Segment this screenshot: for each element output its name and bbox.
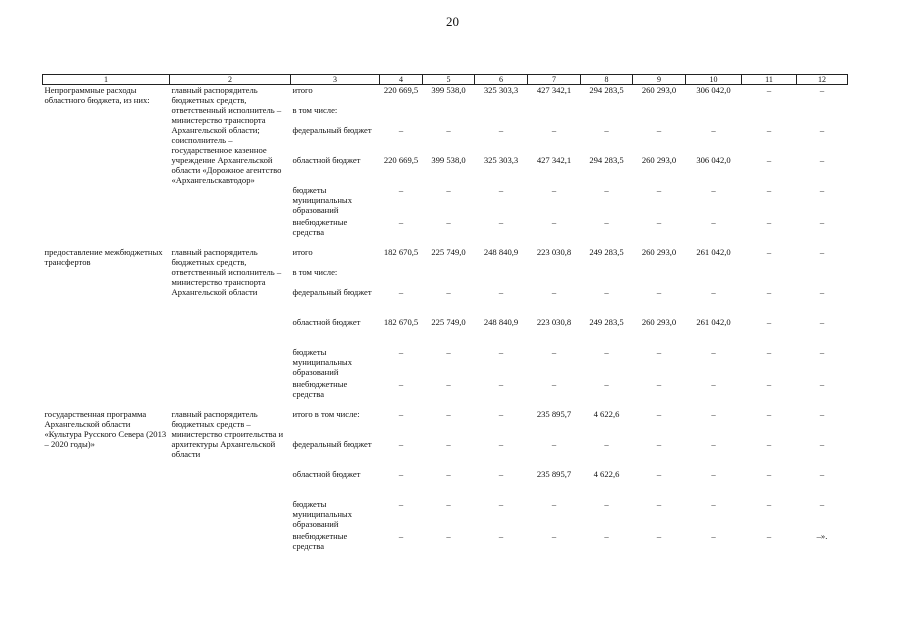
value-cell: –: [604, 347, 609, 357]
value-cell: [528, 105, 581, 125]
column-header: 6: [475, 75, 528, 85]
funding-source-label: областной бюджет: [292, 155, 361, 165]
value-cell: –: [766, 287, 772, 297]
funding-source-label: федеральный бюджет: [292, 439, 372, 449]
value-cell: –: [711, 217, 716, 227]
value-cell: 306 042,0: [696, 155, 731, 165]
value-cell: –: [819, 409, 825, 419]
value-cell: 261 042,0: [696, 317, 731, 327]
value-cell: –: [604, 439, 609, 449]
value-cell: –: [766, 531, 772, 541]
value-cell: –: [766, 155, 772, 165]
value-cell: –: [656, 287, 662, 297]
value-cell: –: [446, 379, 451, 389]
value-cell: –: [604, 379, 609, 389]
value-cell: [742, 105, 797, 125]
value-cell: –: [819, 247, 825, 257]
value-cell: 294 283,5: [589, 85, 624, 95]
value-cell: [528, 267, 581, 287]
value-cell: –: [711, 531, 716, 541]
value-cell: [797, 105, 848, 125]
page-number: 20: [446, 14, 459, 29]
value-cell: [686, 267, 742, 287]
value-cell: –: [766, 439, 772, 449]
value-cell: –: [766, 409, 772, 419]
value-cell: 4 622,6: [593, 469, 620, 479]
column-header: 10: [686, 75, 742, 85]
value-cell: –: [446, 347, 451, 357]
value-cell: –: [819, 469, 825, 479]
value-cell: –: [656, 347, 662, 357]
value-cell: –: [446, 499, 451, 509]
value-cell: [633, 267, 686, 287]
value-cell: –: [498, 347, 504, 357]
column-header: 1: [43, 75, 170, 85]
value-cell: 248 840,9: [483, 247, 519, 257]
value-cell: –: [398, 499, 404, 509]
responsible-party: главный распорядитель бюджетных средств, ответственный исполнитель – министерство транспорта Архангельской области: [171, 247, 282, 297]
value-cell: –: [819, 499, 825, 509]
value-cell: –: [656, 185, 662, 195]
value-cell: [475, 105, 528, 125]
expense-item-name: Непрограммные расходы областного бюджета, из них:: [44, 85, 150, 105]
expense-item-name: предоставление межбюджетных трансфертов: [44, 247, 163, 267]
column-header: 12: [797, 75, 848, 85]
value-cell: 4 622,6: [593, 409, 620, 419]
value-cell: 261 042,0: [696, 247, 731, 257]
value-cell: –: [656, 217, 662, 227]
value-cell: 223 030,8: [536, 317, 572, 327]
value-cell: –: [656, 409, 662, 419]
value-cell: [633, 105, 686, 125]
budget-table: [42, 74, 848, 561]
value-cell: –: [656, 531, 662, 541]
column-header: 4: [380, 75, 423, 85]
value-cell: [581, 267, 633, 287]
value-cell: –: [819, 379, 825, 389]
value-cell: –: [604, 217, 609, 227]
value-cell: –: [604, 185, 609, 195]
funding-source-label: областной бюджет: [292, 317, 361, 327]
value-cell: –: [604, 125, 609, 135]
value-cell: –: [551, 125, 557, 135]
value-cell: –: [398, 287, 404, 297]
value-cell: –: [711, 409, 716, 419]
value-cell: –: [498, 469, 504, 479]
value-cell: –: [446, 531, 451, 541]
value-cell: –: [766, 469, 772, 479]
value-cell: –: [604, 499, 609, 509]
value-cell: –: [766, 347, 772, 357]
value-cell: –: [446, 125, 451, 135]
value-cell: –: [498, 409, 504, 419]
value-cell: –: [398, 531, 404, 541]
value-cell: –: [498, 439, 504, 449]
value-cell: 399 538,0: [431, 85, 466, 95]
value-cell: –: [551, 347, 557, 357]
column-header: 11: [742, 75, 797, 85]
value-cell: [423, 267, 475, 287]
value-cell: –: [819, 155, 825, 165]
responsible-party: главный распорядитель бюджетных средств – министерство строительства и архитектуры Архангельской области: [171, 409, 284, 459]
value-cell: 182 670,5: [383, 247, 419, 257]
value-cell: [380, 105, 423, 125]
value-cell: –: [766, 317, 772, 327]
value-cell: –: [446, 287, 451, 297]
value-cell: –: [819, 185, 825, 195]
column-header: 2: [170, 75, 291, 85]
value-cell: –: [398, 409, 404, 419]
value-cell: –: [766, 379, 772, 389]
funding-source-label: итого в том числе:: [292, 409, 360, 419]
value-cell: –: [446, 185, 451, 195]
table-row: [43, 409, 848, 439]
value-cell: –: [819, 125, 825, 135]
value-cell: –: [604, 287, 609, 297]
value-cell: 260 293,0: [641, 317, 677, 327]
funding-source-label: федеральный бюджет: [292, 125, 372, 135]
value-cell: [380, 267, 423, 287]
value-cell: 325 303,3: [483, 155, 519, 165]
value-cell: 427 342,1: [536, 85, 572, 95]
value-cell: [423, 105, 475, 125]
funding-source-label: федеральный бюджет: [292, 287, 372, 297]
value-cell: –: [551, 531, 557, 541]
value-cell: –: [398, 217, 404, 227]
value-cell: –: [819, 217, 825, 227]
funding-source-label: внебюджетные средства: [292, 217, 348, 237]
value-cell: –».: [816, 531, 828, 541]
value-cell: –: [498, 185, 504, 195]
value-cell: –: [711, 287, 716, 297]
value-cell: [797, 267, 848, 287]
value-cell: –: [551, 287, 557, 297]
funding-source-label: внебюджетные средства: [292, 379, 348, 399]
column-header: 5: [423, 75, 475, 85]
expense-item-name: государственная программа Архангельской области «Культура Русского Севера (2013 – 2020 годы)»: [44, 409, 167, 449]
funding-source-label: бюджеты муниципальных образований: [292, 185, 352, 215]
funding-source-label: внебюджетные средства: [292, 531, 348, 551]
value-cell: 249 283,5: [589, 317, 624, 327]
value-cell: –: [551, 439, 557, 449]
value-cell: 220 669,5: [383, 85, 419, 95]
value-cell: 249 283,5: [589, 247, 624, 257]
value-cell: 427 342,1: [536, 155, 572, 165]
value-cell: [686, 105, 742, 125]
value-cell: –: [766, 185, 772, 195]
value-cell: –: [498, 125, 504, 135]
value-cell: 325 303,3: [483, 85, 519, 95]
column-header: 3: [291, 75, 380, 85]
value-cell: –: [766, 85, 772, 95]
funding-source-label: в том числе:: [292, 267, 338, 277]
value-cell: –: [498, 499, 504, 509]
funding-source-label: бюджеты муниципальных образований: [292, 347, 352, 377]
value-cell: –: [711, 125, 716, 135]
value-cell: –: [766, 217, 772, 227]
value-cell: –: [819, 317, 825, 327]
value-cell: –: [604, 531, 609, 541]
value-cell: –: [819, 85, 825, 95]
value-cell: –: [446, 439, 451, 449]
value-cell: –: [551, 499, 557, 509]
value-cell: 220 669,5: [383, 155, 419, 165]
value-cell: 223 030,8: [536, 247, 572, 257]
value-cell: –: [711, 379, 716, 389]
value-cell: –: [766, 125, 772, 135]
value-cell: –: [656, 125, 662, 135]
value-cell: –: [656, 469, 662, 479]
value-cell: –: [498, 287, 504, 297]
funding-source-label: итого: [292, 85, 313, 95]
funding-source-label: итого: [292, 247, 313, 257]
value-cell: 225 749,0: [431, 247, 466, 257]
header-row: [43, 75, 848, 85]
value-cell: 260 293,0: [641, 247, 677, 257]
value-cell: –: [711, 347, 716, 357]
value-cell: –: [711, 439, 716, 449]
value-cell: –: [711, 185, 716, 195]
value-cell: 235 895,7: [536, 409, 572, 419]
value-cell: –: [398, 347, 404, 357]
funding-source-label: в том числе:: [292, 105, 338, 115]
value-cell: 260 293,0: [641, 155, 677, 165]
value-cell: –: [656, 499, 662, 509]
value-cell: –: [711, 499, 716, 509]
table-row: [43, 247, 848, 267]
value-cell: –: [398, 439, 404, 449]
value-cell: 248 840,9: [483, 317, 519, 327]
value-cell: –: [766, 247, 772, 257]
value-cell: –: [819, 347, 825, 357]
value-cell: –: [398, 185, 404, 195]
value-cell: –: [446, 217, 451, 227]
funding-source-label: областной бюджет: [292, 469, 361, 479]
value-cell: –: [711, 469, 716, 479]
funding-source-label: бюджеты муниципальных образований: [292, 499, 352, 529]
value-cell: –: [819, 287, 825, 297]
value-cell: –: [498, 217, 504, 227]
value-cell: –: [551, 185, 557, 195]
value-cell: 225 749,0: [431, 317, 466, 327]
column-header: 7: [528, 75, 581, 85]
value-cell: –: [446, 409, 451, 419]
value-cell: –: [398, 379, 404, 389]
value-cell: [581, 105, 633, 125]
value-cell: 235 895,7: [536, 469, 572, 479]
value-cell: 182 670,5: [383, 317, 419, 327]
value-cell: –: [398, 469, 404, 479]
column-header: 8: [581, 75, 633, 85]
value-cell: [475, 267, 528, 287]
value-cell: 306 042,0: [696, 85, 731, 95]
value-cell: [742, 267, 797, 287]
value-cell: –: [498, 531, 504, 541]
responsible-party: главный распорядитель бюджетных средств, ответственный исполнитель – министерство транспорта Архангельской области; соисполнитель – государственное казенное учреждение Архангельской области «Дорожное агентство «Архангельскавтодор»: [171, 85, 282, 185]
value-cell: –: [656, 379, 662, 389]
value-cell: –: [766, 499, 772, 509]
value-cell: –: [551, 379, 557, 389]
value-cell: –: [656, 439, 662, 449]
value-cell: 399 538,0: [431, 155, 466, 165]
value-cell: –: [551, 217, 557, 227]
value-cell: –: [446, 469, 451, 479]
value-cell: –: [398, 125, 404, 135]
column-header: 9: [633, 75, 686, 85]
table-row: [43, 85, 848, 106]
value-cell: –: [498, 379, 504, 389]
value-cell: –: [819, 439, 825, 449]
value-cell: 260 293,0: [641, 85, 677, 95]
value-cell: 294 283,5: [589, 155, 624, 165]
